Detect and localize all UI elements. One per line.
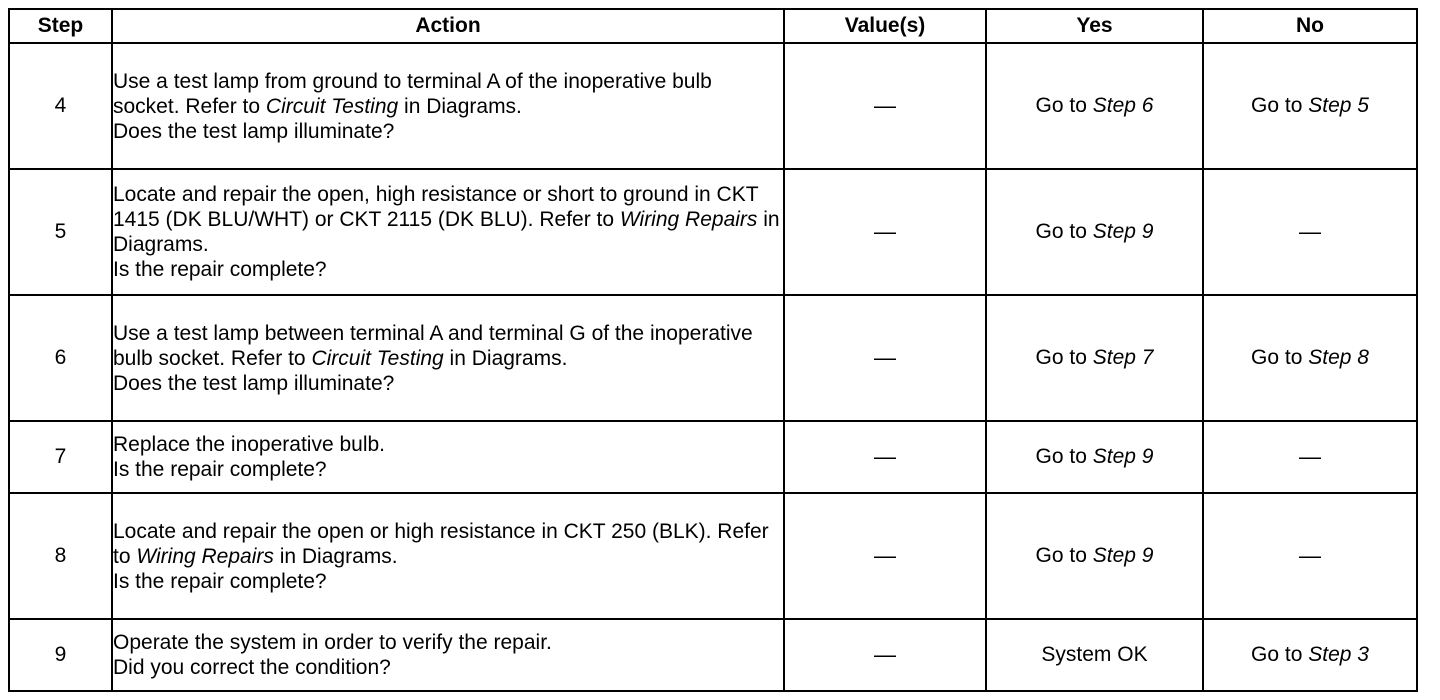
no-cell: Go to Step 8: [1203, 295, 1417, 421]
value-cell: —: [784, 295, 986, 421]
diagnostic-table: [8, 8, 1418, 692]
no-cell: Go to Step 3: [1203, 619, 1417, 691]
yes-cell: Go to Step 9: [986, 421, 1203, 493]
header-values: Value(s): [784, 9, 986, 43]
yes-cell: Go to Step 9: [986, 169, 1203, 295]
action-question: Did you correct the condition?: [113, 656, 391, 679]
step-number: 4: [9, 43, 112, 169]
yes-target: Step 9: [1092, 544, 1154, 567]
action-cell: [112, 295, 784, 421]
action-text: Replace the inoperative bulb.: [113, 433, 386, 456]
no-cell: —: [1203, 169, 1417, 295]
header-step: Step: [9, 9, 112, 43]
action-cell: [112, 619, 784, 691]
step-number: 9: [9, 619, 112, 691]
table-row: [9, 43, 1417, 169]
action-text: Operate the system in order to verify the repair.: [113, 631, 552, 654]
no-target: Step 5: [1308, 94, 1369, 117]
no-target: Step 8: [1308, 346, 1369, 369]
step-number: 7: [9, 421, 112, 493]
action-text: Locate and repair the open, high resistance or short to ground in CKT 1415 (DK BLU/WHT) or CKT 2115 (DK BLU). Refer to Wiring Repairs in Diagrams.: [113, 183, 780, 256]
value-cell: —: [784, 43, 986, 169]
no-cell: —: [1203, 421, 1417, 493]
header-action: Action: [112, 9, 784, 43]
action-cell: [112, 43, 784, 169]
no-cell: Go to Step 5: [1203, 43, 1417, 169]
action-cell: [112, 421, 784, 493]
step-number: 6: [9, 295, 112, 421]
table-row: [9, 421, 1417, 493]
table-row: [9, 619, 1417, 691]
action-question: Does the test lamp illuminate?: [113, 371, 395, 395]
action-cell: [112, 169, 784, 295]
action-text: Use a test lamp from ground to terminal A of the inoperative bulb socket. Refer to Circuit Testing in Diagrams.: [113, 69, 712, 118]
yes-target: Step 6: [1092, 94, 1154, 117]
yes-cell: Go to Step 6: [986, 43, 1203, 169]
yes-target: Step 9: [1092, 220, 1154, 243]
action-question: Is the repair complete?: [113, 569, 327, 593]
header-no: No: [1203, 9, 1417, 43]
value-cell: —: [784, 169, 986, 295]
yes-target: Step 9: [1092, 445, 1154, 468]
action-question: Is the repair complete?: [113, 258, 327, 281]
action-text: Use a test lamp between terminal A and terminal G of the inoperative bulb socket. Refer to Circuit Testing in Diagrams.: [113, 321, 753, 370]
action-text: Locate and repair the open or high resistance in CKT 250 (BLK). Refer to Wiring Repairs in Diagrams.: [113, 519, 769, 568]
header-yes: Yes: [986, 9, 1203, 43]
no-cell: —: [1203, 493, 1417, 619]
action-question: Does the test lamp illuminate?: [113, 119, 395, 143]
yes-cell: Go to Step 9: [986, 493, 1203, 619]
action-question: Is the repair complete?: [113, 458, 327, 481]
yes-target: Step 7: [1092, 346, 1154, 369]
step-number: 8: [9, 493, 112, 619]
yes-cell: System OK: [986, 619, 1203, 691]
step-number: 5: [9, 169, 112, 295]
table-row: [9, 169, 1417, 295]
value-cell: —: [784, 493, 986, 619]
table-row: [9, 493, 1417, 619]
value-cell: —: [784, 619, 986, 691]
yes-cell: Go to Step 7: [986, 295, 1203, 421]
table-row: [9, 295, 1417, 421]
header-row: [9, 9, 1417, 43]
value-cell: —: [784, 421, 986, 493]
action-cell: [112, 493, 784, 619]
no-target: Step 3: [1308, 643, 1369, 666]
